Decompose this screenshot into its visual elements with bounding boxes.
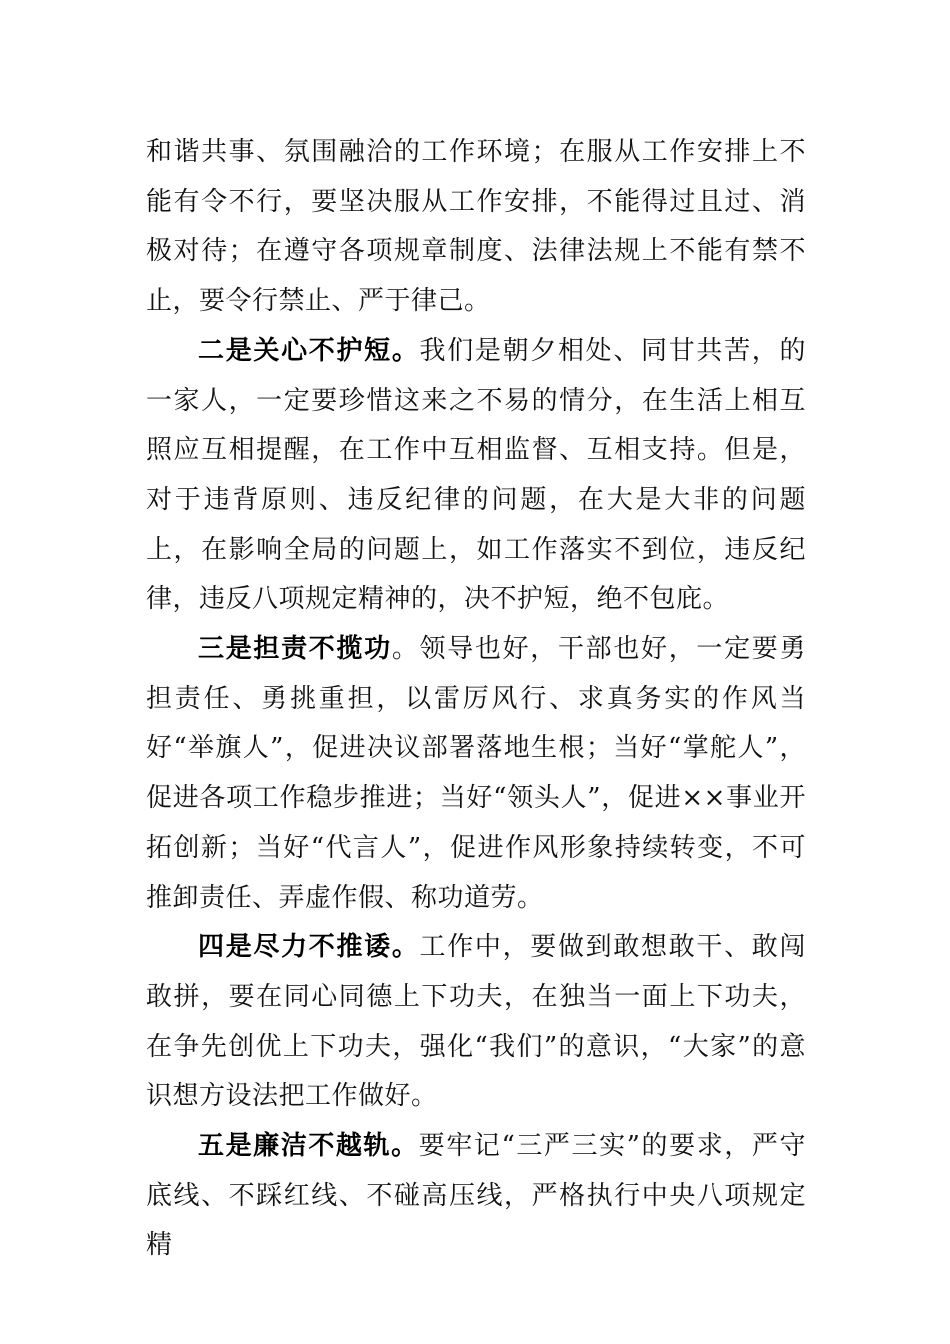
paragraph-lead: 二是关心不护短。	[198, 335, 420, 366]
paragraph-integrity-no-overstep	[146, 1122, 806, 1271]
paragraph-responsibility-no-credit	[146, 625, 806, 923]
paragraph-effort-no-shirking	[146, 923, 806, 1122]
paragraph-text: 和谐共事、氛围融洽的工作环境；在服从工作安排上不能有令不行，要坚决服从工作安排，不能得过且过、消极对待；在遵守各项规章制度、法律法规上不能有禁不止，要令行禁止、严于律己。	[146, 137, 806, 317]
paragraph-caring-no-shielding	[146, 327, 806, 625]
paragraph-text: 。领导也好，干部也好，一定要勇担责任、勇挑重担，以雷厉风行、求真务实的作风当好“举旗人”，促进决议部署落地生根；当好“掌舵人”，促进各项工作稳步推进；当好“领头人”，促进××事业开拓创新；当好“代言人”，促进作风形象持续转变，不可推卸责任、弄虚作假、称功道劳。	[146, 634, 806, 913]
paragraph-lead: 四是尽力不推诿。	[198, 932, 420, 963]
paragraph-text: 工作中，要做到敢想敢干、敢闯敢拼，要在同心同德上下功夫，在独当一面上下功夫，在争先创优上下功夫，强化“我们”的意识，“大家”的意识想方设法把工作做好。	[146, 932, 806, 1112]
paragraph-lead: 五是廉洁不越轨。	[198, 1131, 419, 1162]
paragraph-continuation	[146, 128, 806, 327]
paragraph-text: 要牢记“三严三实”的要求，严守底线、不踩红线、不碰高压线，严格执行中央八项规定精	[146, 1131, 806, 1261]
paragraph-text: 我们是朝夕相处、同甘共苦，的一家人，一定要珍惜这来之不易的情分，在生活上相互照应互相提醒，在工作中互相监督、互相支持。但是，对于违背原则、违反纪律的问题，在大是大非的问题上，在影响全局的问题上，如工作落实不到位，违反纪律，违反八项规定精神的，决不护短，绝不包庇。	[146, 335, 806, 615]
paragraph-lead: 三是担责不揽功	[198, 634, 392, 665]
document-page	[146, 128, 806, 1271]
